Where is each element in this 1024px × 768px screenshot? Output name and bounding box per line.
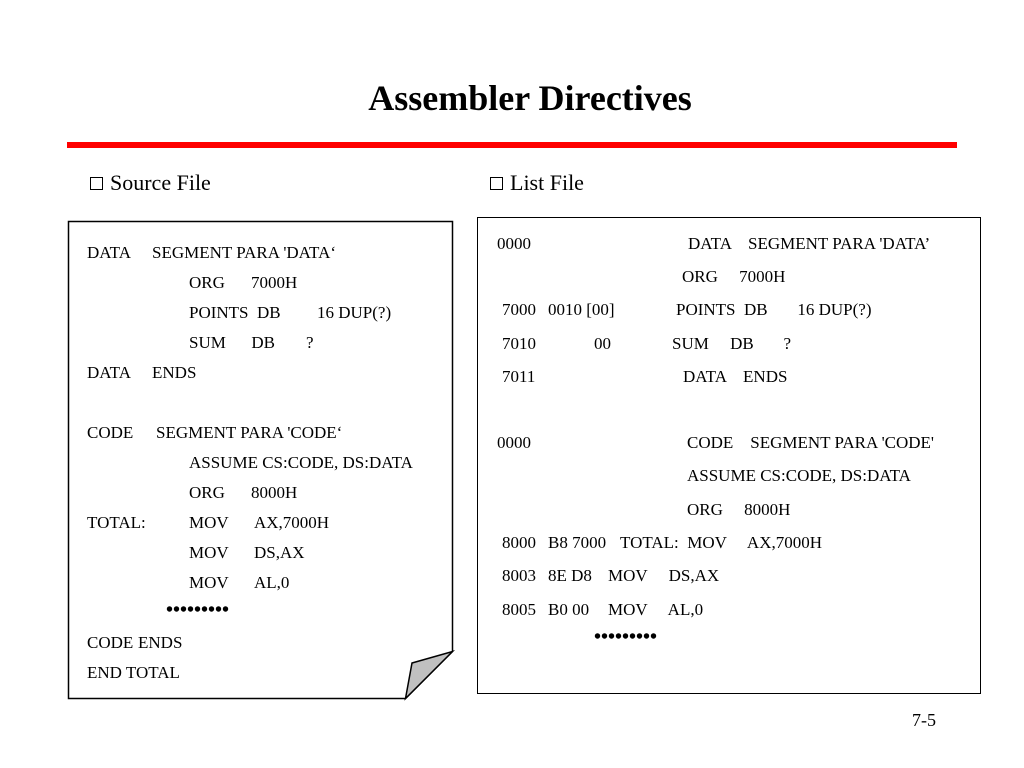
list-file-heading [490, 170, 584, 196]
source-ellipsis: ••••••••• [166, 599, 230, 621]
source-file-page [0, 0, 470, 710]
source-file-label: Source File [110, 170, 211, 195]
listing-ellipsis: ••••••••• [594, 626, 658, 648]
list-file-panel [477, 217, 981, 694]
slide-title: Assembler Directives [368, 78, 692, 118]
checkbox-bullet-icon [490, 177, 503, 190]
page-number: 7-5 [912, 710, 936, 730]
list-file-label: List File [510, 170, 584, 195]
